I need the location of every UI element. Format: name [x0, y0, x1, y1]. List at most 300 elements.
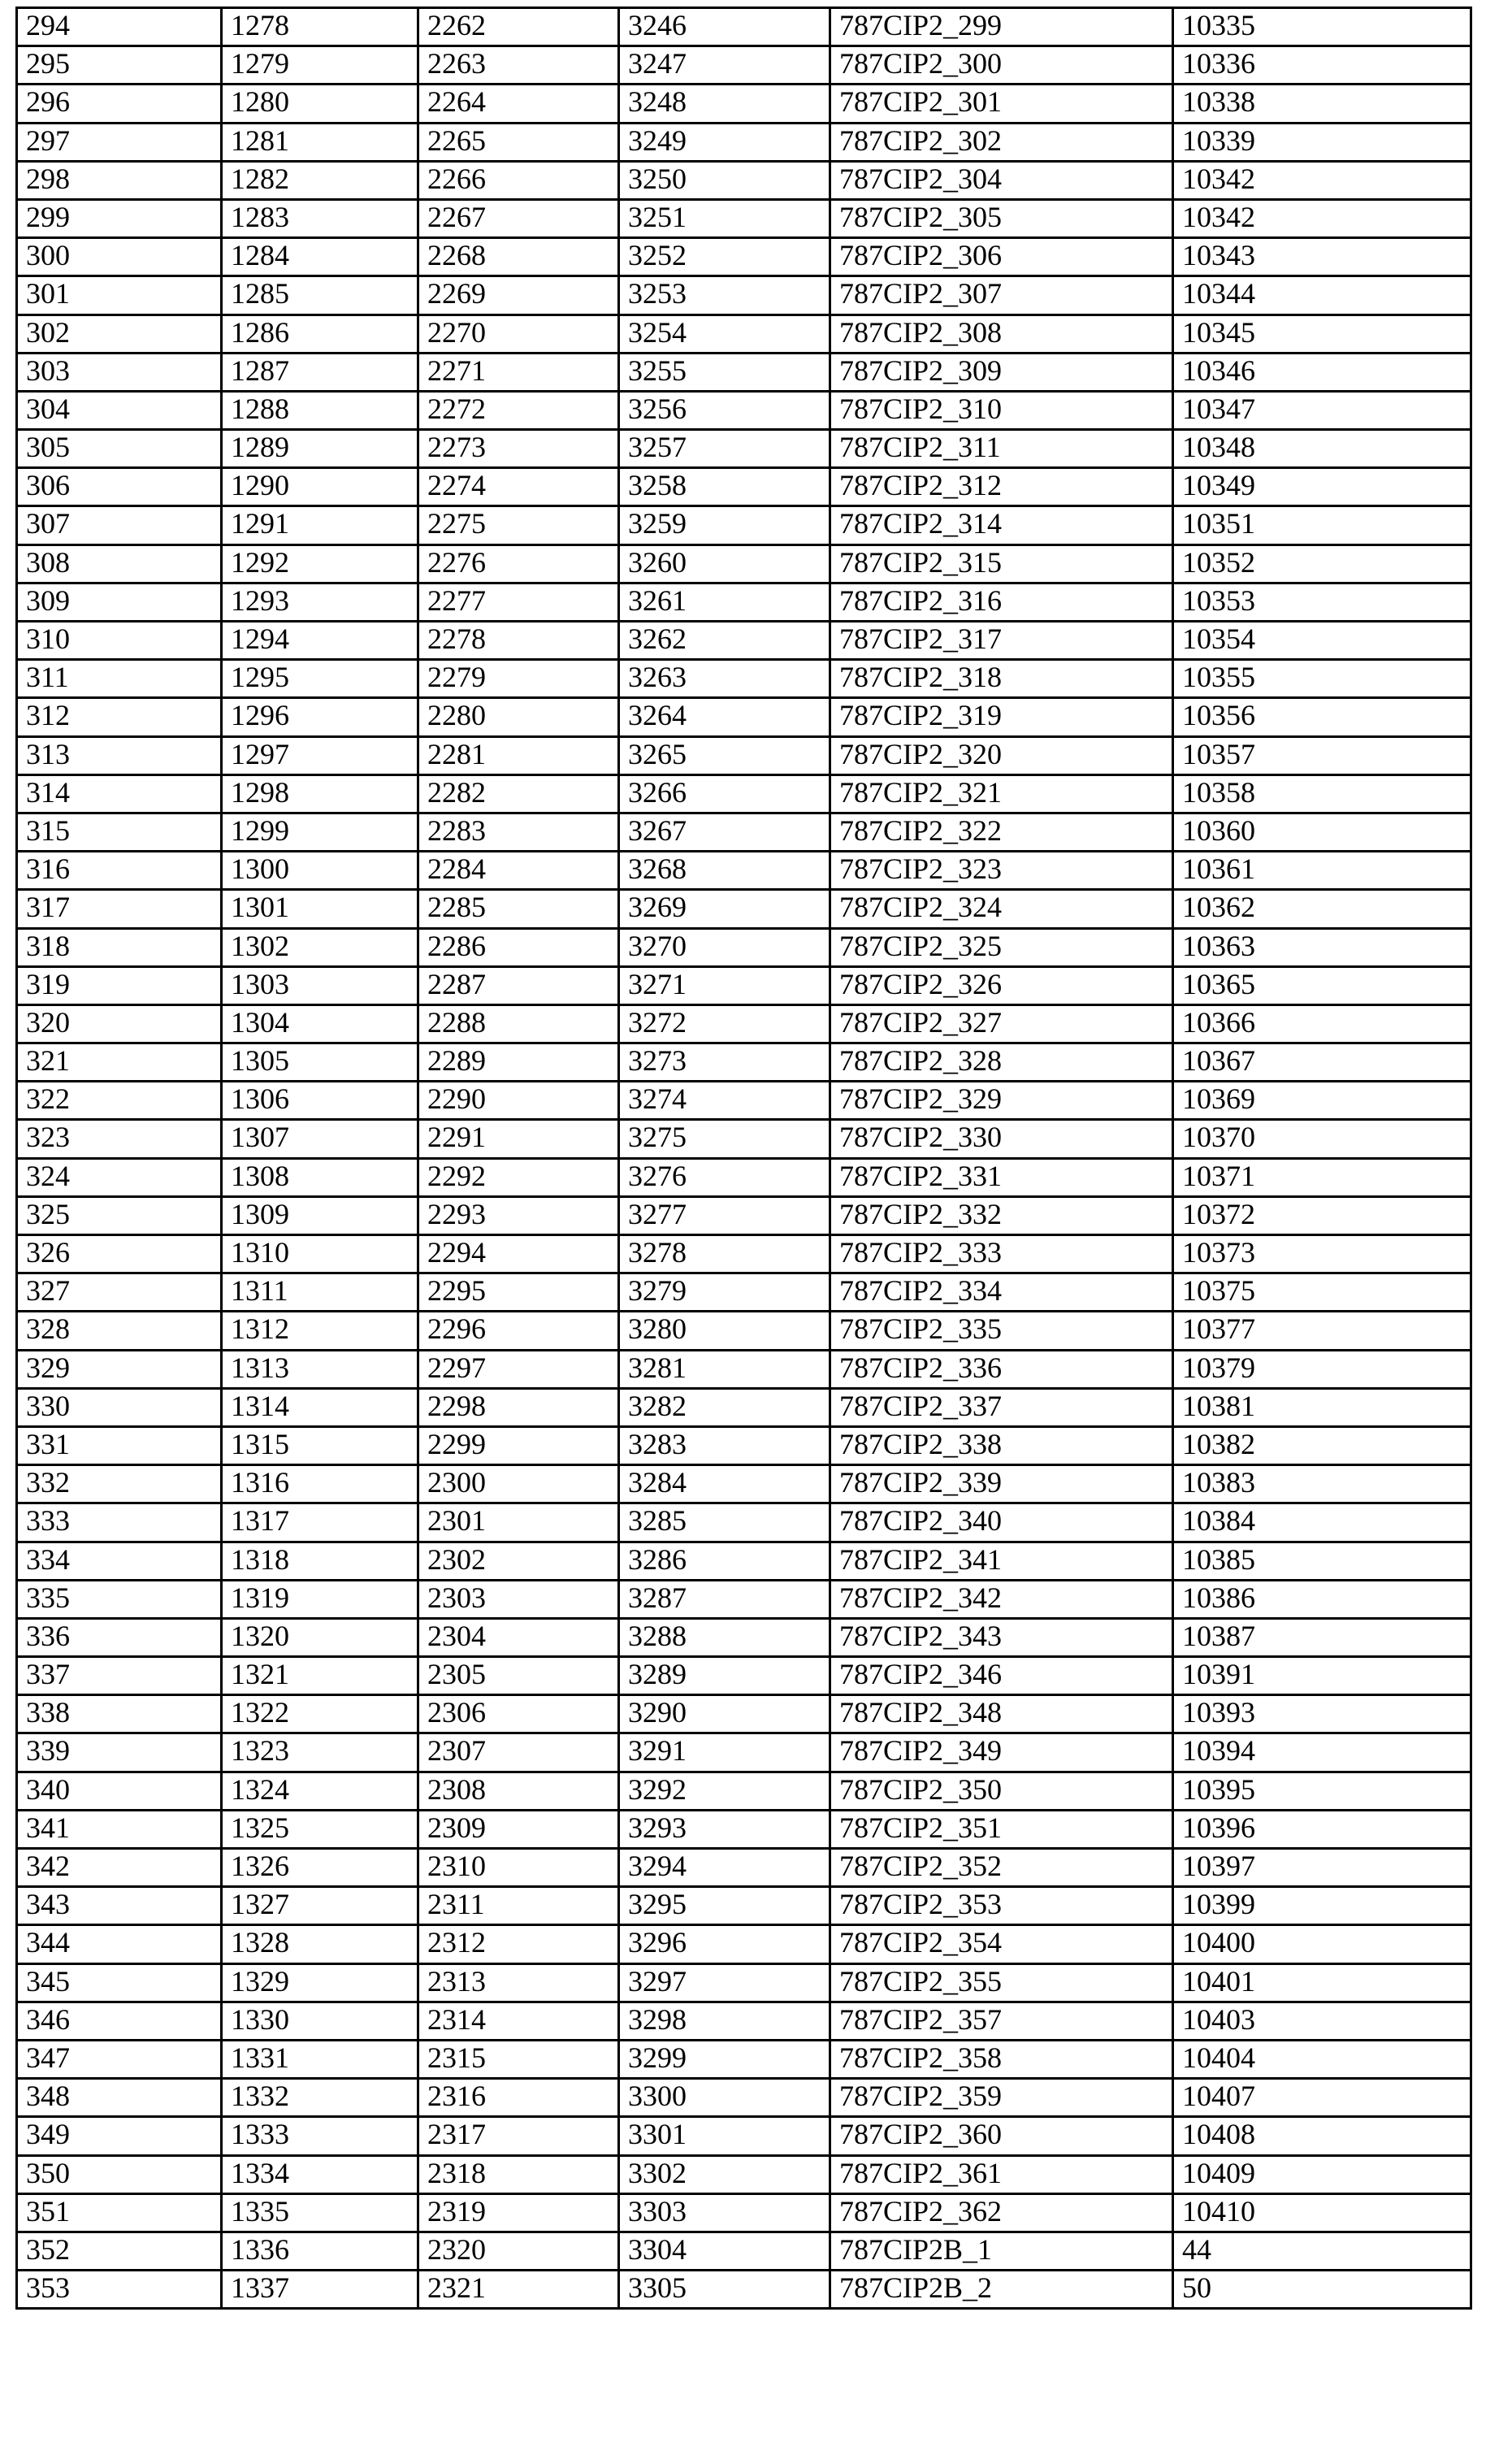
col2-id-cell: 1326	[222, 1849, 418, 1887]
seq-id-cell: 350	[17, 2155, 222, 2193]
col3-id-cell: 2314	[418, 2002, 619, 2040]
col4-id-cell: 3266	[619, 774, 830, 813]
col2-id-cell: 1280	[222, 85, 418, 123]
col2-id-cell: 1309	[222, 1196, 418, 1234]
seq-id-cell: 296	[17, 85, 222, 123]
col4-id-cell: 3302	[619, 2155, 830, 2193]
col3-id-cell: 2306	[418, 1695, 619, 1733]
col4-id-cell: 3254	[619, 315, 830, 353]
seq-id-cell: 303	[17, 353, 222, 391]
col2-id-cell: 1304	[222, 1004, 418, 1043]
col4-id-cell: 3276	[619, 1158, 830, 1196]
seq-id-cell: 311	[17, 660, 222, 698]
table-row	[17, 928, 1471, 966]
value-cell: 10358	[1173, 774, 1471, 813]
col3-id-cell: 2293	[418, 1196, 619, 1234]
table-row	[17, 1350, 1471, 1388]
seq-id-cell: 301	[17, 276, 222, 315]
table-row	[17, 698, 1471, 736]
col3-id-cell: 2305	[418, 1657, 619, 1695]
table-row	[17, 46, 1471, 85]
table-row	[17, 2040, 1471, 2078]
table-row	[17, 966, 1471, 1004]
table-row	[17, 852, 1471, 890]
col2-id-cell: 1327	[222, 1887, 418, 1925]
seq-id-cell: 294	[17, 8, 222, 46]
col3-id-cell: 2263	[418, 46, 619, 85]
col4-id-cell: 3277	[619, 1196, 830, 1234]
clone-name-cell: 787CIP2_333	[830, 1235, 1173, 1273]
value-cell: 10349	[1173, 468, 1471, 506]
col2-id-cell: 1316	[222, 1465, 418, 1503]
col2-id-cell: 1307	[222, 1120, 418, 1158]
col4-id-cell: 3271	[619, 966, 830, 1004]
col2-id-cell: 1305	[222, 1043, 418, 1082]
value-cell: 10401	[1173, 1963, 1471, 2002]
col2-id-cell: 1310	[222, 1235, 418, 1273]
seq-id-cell: 340	[17, 1772, 222, 1810]
clone-name-cell: 787CIP2_352	[830, 1849, 1173, 1887]
col4-id-cell: 3297	[619, 1963, 830, 2002]
col3-id-cell: 2286	[418, 928, 619, 966]
col4-id-cell: 3272	[619, 1004, 830, 1043]
value-cell: 10335	[1173, 8, 1471, 46]
col4-id-cell: 3279	[619, 1273, 830, 1312]
col3-id-cell: 2272	[418, 391, 619, 429]
col3-id-cell: 2294	[418, 1235, 619, 1273]
col3-id-cell: 2262	[418, 8, 619, 46]
seq-id-cell: 300	[17, 238, 222, 276]
col2-id-cell: 1289	[222, 430, 418, 468]
col4-id-cell: 3267	[619, 813, 830, 851]
clone-name-cell: 787CIP2_343	[830, 1618, 1173, 1656]
seq-id-cell: 295	[17, 46, 222, 85]
seq-id-cell: 342	[17, 1849, 222, 1887]
col4-id-cell: 3262	[619, 622, 830, 660]
seq-id-cell: 351	[17, 2193, 222, 2232]
table-row	[17, 238, 1471, 276]
seq-id-cell: 328	[17, 1312, 222, 1350]
value-cell: 10348	[1173, 430, 1471, 468]
clone-name-cell: 787CIP2_360	[830, 2117, 1173, 2155]
value-cell: 10347	[1173, 391, 1471, 429]
table-row	[17, 1733, 1471, 1772]
table-row	[17, 199, 1471, 237]
col2-id-cell: 1336	[222, 2232, 418, 2270]
table-row	[17, 890, 1471, 928]
col4-id-cell: 3283	[619, 1426, 830, 1464]
table-row	[17, 2271, 1471, 2309]
col2-id-cell: 1311	[222, 1273, 418, 1312]
col4-id-cell: 3287	[619, 1580, 830, 1618]
col3-id-cell: 2273	[418, 430, 619, 468]
clone-name-cell: 787CIP2_306	[830, 238, 1173, 276]
col3-id-cell: 2277	[418, 583, 619, 621]
table-row	[17, 1120, 1471, 1158]
col3-id-cell: 2270	[418, 315, 619, 353]
col2-id-cell: 1315	[222, 1426, 418, 1464]
table-row	[17, 1004, 1471, 1043]
value-cell: 10397	[1173, 1849, 1471, 1887]
col2-id-cell: 1330	[222, 2002, 418, 2040]
col4-id-cell: 3289	[619, 1657, 830, 1695]
col3-id-cell: 2296	[418, 1312, 619, 1350]
col2-id-cell: 1284	[222, 238, 418, 276]
seq-id-cell: 344	[17, 1925, 222, 1963]
col2-id-cell: 1299	[222, 813, 418, 851]
col2-id-cell: 1285	[222, 276, 418, 315]
col3-id-cell: 2281	[418, 736, 619, 774]
value-cell: 10362	[1173, 890, 1471, 928]
sequence-table	[15, 7, 1472, 2310]
clone-name-cell: 787CIP2_324	[830, 890, 1173, 928]
seq-id-cell: 314	[17, 774, 222, 813]
col2-id-cell: 1282	[222, 161, 418, 199]
clone-name-cell: 787CIP2_353	[830, 1887, 1173, 1925]
seq-id-cell: 341	[17, 1810, 222, 1848]
col4-id-cell: 3250	[619, 161, 830, 199]
col3-id-cell: 2318	[418, 2155, 619, 2193]
col4-id-cell: 3285	[619, 1503, 830, 1542]
value-cell: 50	[1173, 2271, 1471, 2309]
value-cell: 10383	[1173, 1465, 1471, 1503]
col4-id-cell: 3258	[619, 468, 830, 506]
col2-id-cell: 1303	[222, 966, 418, 1004]
value-cell: 10354	[1173, 622, 1471, 660]
clone-name-cell: 787CIP2_307	[830, 276, 1173, 315]
col4-id-cell: 3269	[619, 890, 830, 928]
clone-name-cell: 787CIP2_318	[830, 660, 1173, 698]
clone-name-cell: 787CIP2_309	[830, 353, 1173, 391]
value-cell: 10385	[1173, 1542, 1471, 1580]
table-row	[17, 2232, 1471, 2270]
col4-id-cell: 3261	[619, 583, 830, 621]
clone-name-cell: 787CIP2_321	[830, 774, 1173, 813]
clone-name-cell: 787CIP2_339	[830, 1465, 1173, 1503]
col2-id-cell: 1281	[222, 123, 418, 161]
col3-id-cell: 2320	[418, 2232, 619, 2270]
value-cell: 10345	[1173, 315, 1471, 353]
clone-name-cell: 787CIP2_299	[830, 8, 1173, 46]
clone-name-cell: 787CIP2_311	[830, 430, 1173, 468]
value-cell: 10382	[1173, 1426, 1471, 1464]
table-row	[17, 774, 1471, 813]
seq-id-cell: 332	[17, 1465, 222, 1503]
clone-name-cell: 787CIP2B_1	[830, 2232, 1173, 2270]
table-row	[17, 8, 1471, 46]
col3-id-cell: 2268	[418, 238, 619, 276]
value-cell: 10399	[1173, 1887, 1471, 1925]
table-row	[17, 544, 1471, 583]
seq-id-cell: 331	[17, 1426, 222, 1464]
seq-id-cell: 316	[17, 852, 222, 890]
table-row	[17, 1503, 1471, 1542]
col3-id-cell: 2274	[418, 468, 619, 506]
table-row	[17, 1043, 1471, 1082]
col4-id-cell: 3264	[619, 698, 830, 736]
col2-id-cell: 1292	[222, 544, 418, 583]
col4-id-cell: 3293	[619, 1810, 830, 1848]
col2-id-cell: 1294	[222, 622, 418, 660]
col2-id-cell: 1331	[222, 2040, 418, 2078]
col4-id-cell: 3286	[619, 1542, 830, 1580]
value-cell: 10360	[1173, 813, 1471, 851]
seq-id-cell: 349	[17, 2117, 222, 2155]
table-row	[17, 161, 1471, 199]
col3-id-cell: 2280	[418, 698, 619, 736]
clone-name-cell: 787CIP2_325	[830, 928, 1173, 966]
value-cell: 10356	[1173, 698, 1471, 736]
col3-id-cell: 2319	[418, 2193, 619, 2232]
value-cell: 10355	[1173, 660, 1471, 698]
col2-id-cell: 1322	[222, 1695, 418, 1733]
clone-name-cell: 787CIP2_305	[830, 199, 1173, 237]
col4-id-cell: 3290	[619, 1695, 830, 1733]
seq-id-cell: 325	[17, 1196, 222, 1234]
clone-name-cell: 787CIP2_300	[830, 46, 1173, 85]
col2-id-cell: 1312	[222, 1312, 418, 1350]
seq-id-cell: 329	[17, 1350, 222, 1388]
table-row	[17, 2193, 1471, 2232]
seq-id-cell: 335	[17, 1580, 222, 1618]
seq-id-cell: 345	[17, 1963, 222, 2002]
table-row	[17, 1887, 1471, 1925]
table-row	[17, 1849, 1471, 1887]
value-cell: 10352	[1173, 544, 1471, 583]
col4-id-cell: 3295	[619, 1887, 830, 1925]
table-row	[17, 430, 1471, 468]
col2-id-cell: 1323	[222, 1733, 418, 1772]
value-cell: 10338	[1173, 85, 1471, 123]
col3-id-cell: 2311	[418, 1887, 619, 1925]
table-row	[17, 2117, 1471, 2155]
col2-id-cell: 1317	[222, 1503, 418, 1542]
col4-id-cell: 3270	[619, 928, 830, 966]
col4-id-cell: 3259	[619, 506, 830, 544]
col4-id-cell: 3281	[619, 1350, 830, 1388]
col3-id-cell: 2308	[418, 1772, 619, 1810]
col2-id-cell: 1279	[222, 46, 418, 85]
clone-name-cell: 787CIP2_314	[830, 506, 1173, 544]
clone-name-cell: 787CIP2_328	[830, 1043, 1173, 1082]
value-cell: 10366	[1173, 1004, 1471, 1043]
col3-id-cell: 2307	[418, 1733, 619, 1772]
table-row	[17, 1273, 1471, 1312]
col4-id-cell: 3246	[619, 8, 830, 46]
col2-id-cell: 1301	[222, 890, 418, 928]
col3-id-cell: 2297	[418, 1350, 619, 1388]
value-cell: 10346	[1173, 353, 1471, 391]
clone-name-cell: 787CIP2_312	[830, 468, 1173, 506]
seq-id-cell: 343	[17, 1887, 222, 1925]
col4-id-cell: 3268	[619, 852, 830, 890]
col2-id-cell: 1313	[222, 1350, 418, 1388]
col4-id-cell: 3256	[619, 391, 830, 429]
table-row	[17, 736, 1471, 774]
col3-id-cell: 2279	[418, 660, 619, 698]
col3-id-cell: 2302	[418, 1542, 619, 1580]
value-cell: 10375	[1173, 1273, 1471, 1312]
col4-id-cell: 3249	[619, 123, 830, 161]
seq-id-cell: 298	[17, 161, 222, 199]
value-cell: 10384	[1173, 1503, 1471, 1542]
clone-name-cell: 787CIP2_320	[830, 736, 1173, 774]
value-cell: 10339	[1173, 123, 1471, 161]
table-row	[17, 2002, 1471, 2040]
clone-name-cell: 787CIP2_310	[830, 391, 1173, 429]
table-row	[17, 583, 1471, 621]
col2-id-cell: 1293	[222, 583, 418, 621]
seq-id-cell: 337	[17, 1657, 222, 1695]
col2-id-cell: 1333	[222, 2117, 418, 2155]
col4-id-cell: 3282	[619, 1388, 830, 1426]
col2-id-cell: 1325	[222, 1810, 418, 1848]
value-cell: 10365	[1173, 966, 1471, 1004]
seq-id-cell: 327	[17, 1273, 222, 1312]
seq-id-cell: 320	[17, 1004, 222, 1043]
col3-id-cell: 2312	[418, 1925, 619, 1963]
seq-id-cell: 339	[17, 1733, 222, 1772]
col3-id-cell: 2266	[418, 161, 619, 199]
col4-id-cell: 3280	[619, 1312, 830, 1350]
col4-id-cell: 3255	[619, 353, 830, 391]
col3-id-cell: 2269	[418, 276, 619, 315]
col2-id-cell: 1298	[222, 774, 418, 813]
value-cell: 10393	[1173, 1695, 1471, 1733]
col3-id-cell: 2271	[418, 353, 619, 391]
col3-id-cell: 2313	[418, 1963, 619, 2002]
col3-id-cell: 2275	[418, 506, 619, 544]
value-cell: 10386	[1173, 1580, 1471, 1618]
col2-id-cell: 1288	[222, 391, 418, 429]
col4-id-cell: 3305	[619, 2271, 830, 2309]
col3-id-cell: 2265	[418, 123, 619, 161]
seq-id-cell: 347	[17, 2040, 222, 2078]
clone-name-cell: 787CIP2_323	[830, 852, 1173, 890]
col3-id-cell: 2283	[418, 813, 619, 851]
col4-id-cell: 3304	[619, 2232, 830, 2270]
table-row	[17, 813, 1471, 851]
col3-id-cell: 2316	[418, 2079, 619, 2117]
col4-id-cell: 3253	[619, 276, 830, 315]
table-row	[17, 1235, 1471, 1273]
table-row	[17, 1810, 1471, 1848]
table-row	[17, 1963, 1471, 2002]
clone-name-cell: 787CIP2_326	[830, 966, 1173, 1004]
col2-id-cell: 1320	[222, 1618, 418, 1656]
value-cell: 10403	[1173, 2002, 1471, 2040]
col2-id-cell: 1318	[222, 1542, 418, 1580]
col3-id-cell: 2264	[418, 85, 619, 123]
seq-id-cell: 299	[17, 199, 222, 237]
seq-id-cell: 353	[17, 2271, 222, 2309]
table-row	[17, 1925, 1471, 1963]
value-cell: 10367	[1173, 1043, 1471, 1082]
clone-name-cell: 787CIP2_355	[830, 1963, 1173, 2002]
seq-id-cell: 321	[17, 1043, 222, 1082]
value-cell: 10394	[1173, 1733, 1471, 1772]
value-cell: 10395	[1173, 1772, 1471, 1810]
col4-id-cell: 3294	[619, 1849, 830, 1887]
col3-id-cell: 2288	[418, 1004, 619, 1043]
clone-name-cell: 787CIP2B_2	[830, 2271, 1173, 2309]
value-cell: 10404	[1173, 2040, 1471, 2078]
col2-id-cell: 1296	[222, 698, 418, 736]
table-row	[17, 1312, 1471, 1350]
col3-id-cell: 2291	[418, 1120, 619, 1158]
seq-id-cell: 305	[17, 430, 222, 468]
clone-name-cell: 787CIP2_340	[830, 1503, 1173, 1542]
clone-name-cell: 787CIP2_341	[830, 1542, 1173, 1580]
seq-id-cell: 313	[17, 736, 222, 774]
col3-id-cell: 2290	[418, 1082, 619, 1120]
value-cell: 10410	[1173, 2193, 1471, 2232]
table-body	[17, 8, 1471, 2309]
clone-name-cell: 787CIP2_331	[830, 1158, 1173, 1196]
col4-id-cell: 3274	[619, 1082, 830, 1120]
col2-id-cell: 1295	[222, 660, 418, 698]
col4-id-cell: 3251	[619, 199, 830, 237]
value-cell: 10409	[1173, 2155, 1471, 2193]
col4-id-cell: 3300	[619, 2079, 830, 2117]
col4-id-cell: 3265	[619, 736, 830, 774]
value-cell: 10343	[1173, 238, 1471, 276]
col4-id-cell: 3252	[619, 238, 830, 276]
clone-name-cell: 787CIP2_335	[830, 1312, 1173, 1350]
col4-id-cell: 3248	[619, 85, 830, 123]
clone-name-cell: 787CIP2_354	[830, 1925, 1173, 1963]
col3-id-cell: 2304	[418, 1618, 619, 1656]
col3-id-cell: 2321	[418, 2271, 619, 2309]
col4-id-cell: 3299	[619, 2040, 830, 2078]
value-cell: 10351	[1173, 506, 1471, 544]
table-row	[17, 1618, 1471, 1656]
col2-id-cell: 1321	[222, 1657, 418, 1695]
table-row	[17, 1426, 1471, 1464]
col2-id-cell: 1306	[222, 1082, 418, 1120]
seq-id-cell: 346	[17, 2002, 222, 2040]
table-row	[17, 1158, 1471, 1196]
col4-id-cell: 3257	[619, 430, 830, 468]
col3-id-cell: 2295	[418, 1273, 619, 1312]
table-row	[17, 468, 1471, 506]
col4-id-cell: 3292	[619, 1772, 830, 1810]
col4-id-cell: 3296	[619, 1925, 830, 1963]
clone-name-cell: 787CIP2_329	[830, 1082, 1173, 1120]
table-row	[17, 660, 1471, 698]
col3-id-cell: 2284	[418, 852, 619, 890]
clone-name-cell: 787CIP2_362	[830, 2193, 1173, 2232]
clone-name-cell: 787CIP2_301	[830, 85, 1173, 123]
value-cell: 10371	[1173, 1158, 1471, 1196]
col2-id-cell: 1302	[222, 928, 418, 966]
value-cell: 10400	[1173, 1925, 1471, 1963]
table-row	[17, 1657, 1471, 1695]
seq-id-cell: 333	[17, 1503, 222, 1542]
col4-id-cell: 3247	[619, 46, 830, 85]
col2-id-cell: 1283	[222, 199, 418, 237]
clone-name-cell: 787CIP2_316	[830, 583, 1173, 621]
seq-id-cell: 315	[17, 813, 222, 851]
col2-id-cell: 1332	[222, 2079, 418, 2117]
seq-id-cell: 310	[17, 622, 222, 660]
table-row	[17, 1465, 1471, 1503]
col2-id-cell: 1297	[222, 736, 418, 774]
col3-id-cell: 2303	[418, 1580, 619, 1618]
col4-id-cell: 3278	[619, 1235, 830, 1273]
col2-id-cell: 1300	[222, 852, 418, 890]
value-cell: 10396	[1173, 1810, 1471, 1848]
